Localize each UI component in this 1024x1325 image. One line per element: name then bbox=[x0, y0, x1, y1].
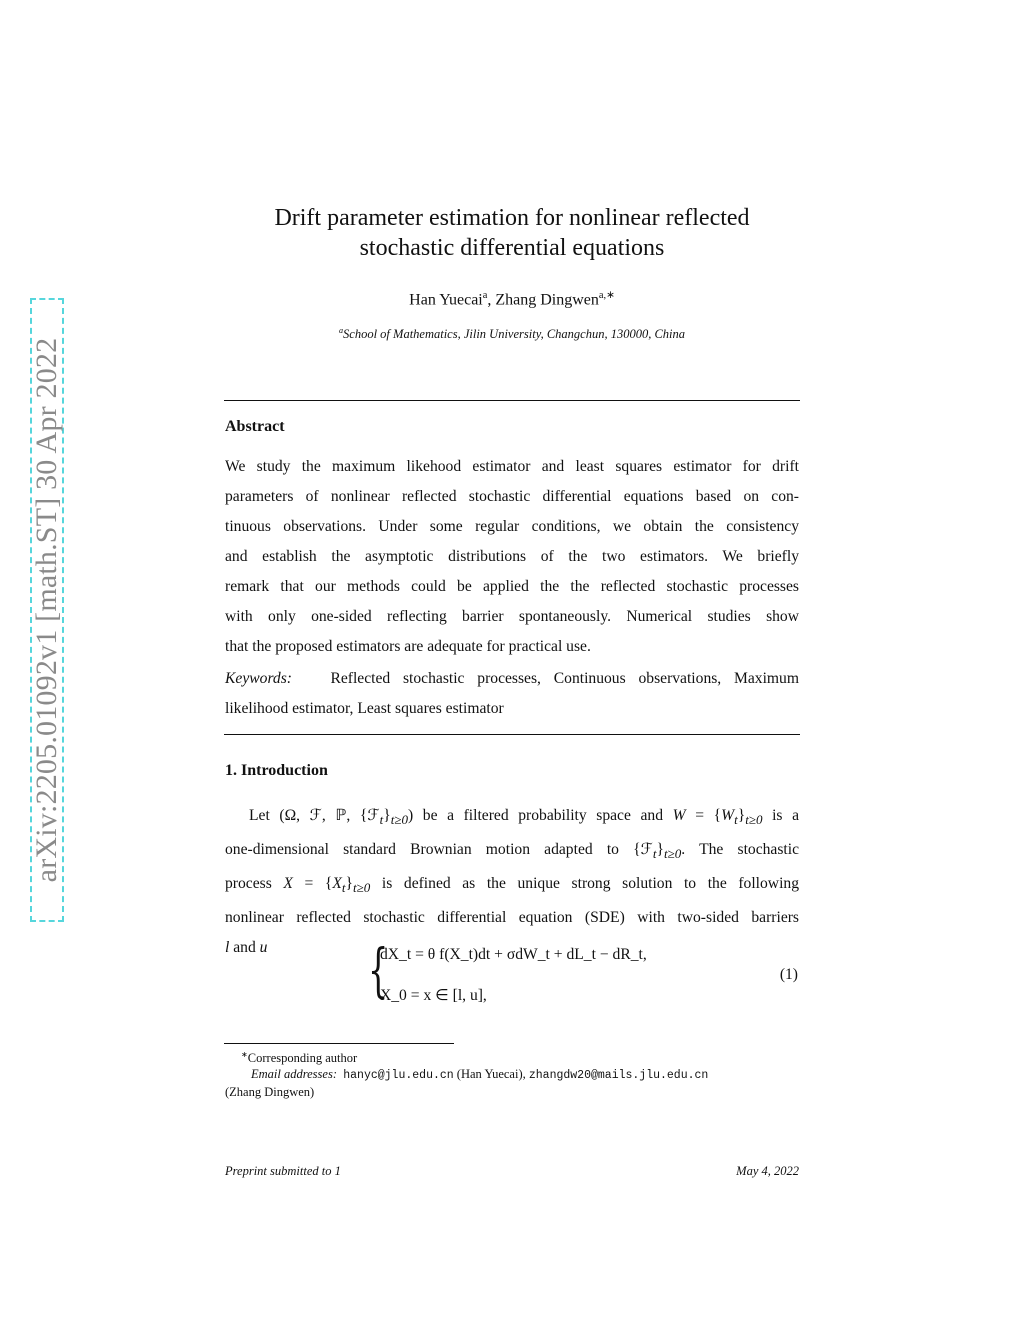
abstract-line-2: parameters of nonlinear reflected stochastic differential equations based on con- bbox=[225, 488, 799, 505]
title-line-2: stochastic differential equations bbox=[359, 235, 665, 261]
keywords bbox=[225, 664, 799, 724]
abstract-body bbox=[225, 452, 799, 662]
intro-line-1: Let (Ω, ℱ, ℙ, $\{ℱ_t\}_{t\ge 0}$) be a filtered probability space and $W = \{W_t\}_{t\ge 0}$ is a bbox=[249, 807, 800, 828]
abstract-line-1: We study the maximum likehood estimator and least squares estimator for drift bbox=[225, 458, 799, 475]
footnote-corresponding: ∗Corresponding author bbox=[241, 1050, 358, 1066]
abstract-line-5: remark that our methods could be applied the the reflected stochastic processes bbox=[225, 578, 799, 595]
affiliation-text: School of Mathematics, Jilin University, Changchun, 130000, China bbox=[343, 327, 686, 342]
author-list bbox=[220, 289, 804, 309]
author-2: Zhang Dingwen bbox=[495, 291, 599, 309]
equation-1 bbox=[368, 936, 798, 1008]
email-2-link[interactable]: zhangdw20@mails.jlu.edu.cn bbox=[528, 1069, 709, 1083]
paper-title bbox=[220, 203, 804, 263]
author-1: Han Yuecai bbox=[409, 291, 483, 309]
equation-number: (1) bbox=[779, 966, 798, 983]
abstract-top-rule bbox=[224, 400, 800, 401]
section-heading-introduction: 1. Introduction bbox=[225, 762, 328, 779]
abstract-bottom-rule bbox=[224, 734, 800, 735]
author-separator: , bbox=[487, 291, 496, 309]
footnote-email-2-name: (Zhang Dingwen) bbox=[225, 1085, 315, 1100]
keywords-label: Keywords: bbox=[225, 670, 292, 687]
abstract-line-6: with only one-sided reflecting barrier spontaneously. Numerical studies show bbox=[225, 608, 799, 625]
keywords-text-1: Reflected stochastic processes, Continuous observations, Maximum bbox=[330, 670, 799, 687]
title-line-1: Drift parameter estimation for nonlinear reflected bbox=[274, 205, 750, 231]
intro-line-4: nonlinear reflected stochastic differential equation (SDE) with two-sided barriers bbox=[225, 909, 799, 927]
author-1-affil: a bbox=[482, 290, 488, 301]
footnote-rule bbox=[224, 1043, 454, 1044]
abstract-line-7: that the proposed estimators are adequate for practical use. bbox=[225, 638, 591, 655]
footer-left: Preprint submitted to 1 bbox=[225, 1164, 341, 1178]
footer-right: May 4, 2022 bbox=[736, 1164, 799, 1178]
equation-brace: { bbox=[368, 936, 389, 1004]
footnote-emails: Email addresses: hanyc@jlu.edu.cn (Han Yuecai), zhangdw20@mails.jlu.edu.cn bbox=[251, 1067, 709, 1083]
affiliation bbox=[220, 326, 804, 342]
arxiv-stamp bbox=[30, 298, 64, 922]
affiliation-marker: a bbox=[338, 326, 344, 335]
equation-line-1: dX_t = θ f(X_t)dt + σdW_t + dL_t − dR_t, bbox=[380, 946, 647, 963]
introduction-paragraph bbox=[225, 801, 799, 963]
keywords-line-2: likelihood estimator, Least squares estimator bbox=[225, 700, 504, 717]
equation-line-2: X_0 = x ∈ [l, u], bbox=[380, 987, 487, 1004]
email-1-link[interactable]: hanyc@jlu.edu.cn bbox=[343, 1069, 454, 1083]
intro-line-5: l and u bbox=[225, 939, 268, 957]
footnotes bbox=[225, 1047, 801, 1100]
abstract-heading: Abstract bbox=[225, 418, 285, 435]
keywords-line-1 bbox=[225, 664, 799, 694]
arxiv-identifier: arXiv:2205.01092v1 [math.ST] 30 Apr 2022 bbox=[30, 337, 63, 883]
intro-line-3: process $X = \{X_t\}_{t\ge 0}$ is defined as the unique strong solution to the following bbox=[225, 875, 799, 896]
author-2-affil: a,∗ bbox=[598, 290, 615, 301]
abstract-line-4: and establish the asymptotic distributions of the two estimators. We briefly bbox=[225, 548, 799, 565]
abstract-line-3: tinuous observations. Under some regular conditions, we obtain the consistency bbox=[225, 518, 799, 535]
intro-line-2: one-dimensional standard Brownian motion adapted to $\{ℱ_t\}_{t\ge 0}$. The stochastic bbox=[225, 841, 799, 862]
